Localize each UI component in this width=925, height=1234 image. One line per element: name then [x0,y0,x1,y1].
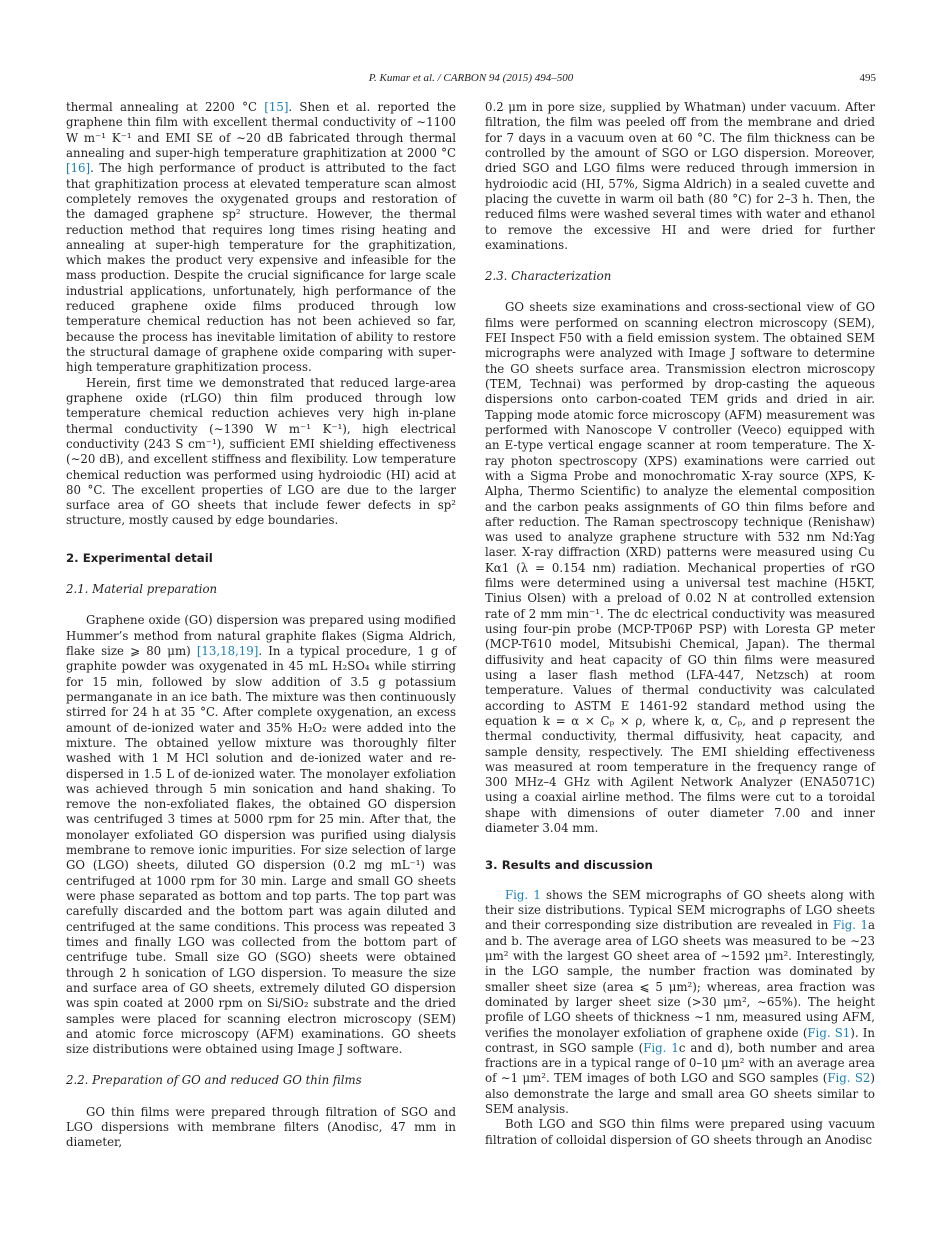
text-run: Graphene oxide (GO) dispersion was prepared using modified Hummer’s method from natural graphite flakes (Sigma Aldrich, flake size ⩾ 80 μm) [66,613,456,658]
paragraph [485,888,875,1118]
section-heading: 2. Experimental detail [66,550,213,565]
page-number: 495 [859,72,876,84]
figure-link[interactable]: Fig. S2 [827,1071,871,1086]
figure-link[interactable]: Fig. 1 [832,918,868,933]
paragraph: Both LGO and SGO thin films were prepared using vacuum filtration of colloidal dispersion of GO sheets through an Anodisc [485,1117,875,1147]
text-run: shows the SEM micrographs of GO sheets along with their size distributions. Typical SEM micrographs of LGO sheets and their corresponding size distribution are revealed in [485,887,875,933]
running-header [66,72,876,88]
citation-link[interactable]: [16] [66,161,91,176]
paragraph: 0.2 μm in pore size, supplied by Whatman) under vacuum. After filtration, the film was peeled off from the membrane and dried for 7 days in a vacuum oven at 60 °C. The film thickness can be controlled by the amount of SGO or LGO dispersion. Moreover, dried SGO and LGO films were reduced through immersion in hydroiodic acid (HI, 57%, Sigma Aldrich) in a sealed cuvette and placing the cuvette in warm oil bath (80 °C) for 2–3 h. Then, the reduced films were washed several times with water and ethanol to remove the excessive HI and were dried for further examinations. [485,100,875,252]
paragraph [66,100,456,376]
subsection-heading: 2.3. Characterization [485,269,612,284]
paragraph: Herein, first time we demonstrated that reduced large-area graphene oxide (rLGO) thin film produced through low temperature chemical reduction achieves very high in-plane thermal conductivity (∼1390 W m⁻¹ K⁻¹), high electrical conductivity (243 S cm⁻¹), sufficient EMI shielding effectiveness (∼20 dB), and excellent stiffness and flexibility. Low temperature chemical reduction was performed using hydroiodic (HI) acid at 80 °C. The excellent properties of LGO are due to the larger surface area of GO sheets that include fewer defects in sp² structure, mostly caused by edge boundaries. [66,375,456,528]
text-run: . Shen et al. reported the graphene thin film with excellent thermal conductivity of ∼1100 W m⁻¹ K⁻¹ and EMI SE of ∼20 dB fabricated through thermal annealing and super-high temperature graphitization at 2000 °C [66,100,456,160]
right-column [485,100,875,1148]
subsection-heading: 2.1. Material preparation [66,582,218,597]
citation-link[interactable]: [13,18,19] [196,644,259,658]
citation-link[interactable]: [15] [264,100,289,114]
figure-link[interactable]: Fig. 1 [505,887,541,902]
text-run: ). In contrast, in SGO sample ( [485,1025,875,1055]
left-column [66,100,456,1151]
subsection-heading: 2.2. Preparation of GO and reduced GO thin films [66,1073,362,1088]
figure-link[interactable]: Fig. 1 [643,1040,679,1055]
paragraph: GO thin films were prepared through filtration of SGO and LGO dispersions with membrane filters (Anodisc, 47 mm in diameter, [66,1104,456,1150]
journal-citation: P. Kumar et al. / CARBON 94 (2015) 494–500 [368,72,574,84]
text-run: . The high performance of product is attributed to the fact that graphitization process at elevated temperature scan almost completely removes the oxygenated groups and restoration of the damaged graphene sp² structure. However, the thermal reduction method that requires long times rising heating and annealing at super-high temperature for the graphitization, which makes the product very expensive and infeasible for the mass production. Despite the crucial significance for large scale industrial applications, unfortunately, high performance of the reduced graphene oxide films produced through low temperature chemical reduction has not been achieved so far, because the process has inevitable limitation of ability to restore the structural damage of graphene oxide comparing with super-high temperature graphitization process. [66,161,456,375]
text-run: c and d), both number and area fractions are in a typical range of 0–10 μm² with an average area of ∼1 μm². TEM images of both LGO and SGO samples ( [485,1040,875,1086]
text-run: thermal annealing at 2200 °C [66,100,265,114]
text-run: a and b. The average area of LGO sheets was measured to be ∼23 μm² with the largest GO sheet area of ∼1592 μm². Interestingly, in the LGO sample, the number fraction was dominated by smaller sheet size (area ⩽ 5 μm²); whereas, area fraction was dominated by larger sheet size (>30 μm², ∼65%). The height profile of LGO sheets of thickness ∼1 nm, measured using AFM, verifies the monolayer exfoliation of graphene oxide ( [485,918,875,1040]
figure-link[interactable]: Fig. S1 [807,1025,851,1040]
text-run: ) also demonstrate the large and small area GO sheets similar to SEM analysis. [485,1071,875,1117]
paragraph [66,613,456,1057]
section-heading: 3. Results and discussion [485,858,653,873]
text-run: . In a typical procedure, 1 g of graphite powder was oxygenated in 45 mL H₂SO₄ while stirring for 15 min, followed by slow addition of 3.5 g potassium permanganate in an ice bath. The mixture was then continuously stirred for 24 h at 35 °C. After complete oxygenation, an excess amount of de-ionized water and 35% H₂O₂ were added into the mixture. The obtained yellow mixture was thoroughly filter washed with 1 M HCl solution and de-ionized water and re-dispersed in 1.5 L of de-ionized water. The monolayer exfoliation was achieved through 5 min sonication and hand shaking. To remove the non-exfoliated flakes, the obtained GO dispersion was centrifuged 3 times at 5000 rpm for 25 min. After that, the monolayer exfoliated GO dispersion was purified using dialysis membrane to remove ionic impurities. For size selection of large GO (LGO) sheets, diluted GO dispersion (0.2 mg mL⁻¹) was centrifuged at 1000 rpm for 30 min. Large and small GO sheets were phase separated as bottom and top parts. The top part was carefully discarded and the bottom part was again diluted and centrifuged at the same conditions. This process was repeated 3 times and finally LGO was collected from the bottom part of centrifuge tube. Small size GO (SGO) sheets were obtained through 2 h sonication of LGO dispersion. To measure the size and surface area of GO sheets, extremely diluted GO dispersion was spin coated at 2000 rpm on Si/SiO₂ substrate and the dried samples were placed for scanning electron microscopy (SEM) and atomic force microscopy (AFM) examinations. GO sheets size distributions were obtained using Image J software. [66,644,456,1057]
paragraph: GO sheets size examinations and cross-sectional view of GO films were performed on scanning electron microscopy (SEM), FEI Inspect F50 with a field emission system. The obtained SEM micrographs were analyzed with Image J software to determine the GO sheets surface area. Transmission electron microscopy (TEM, Technai) was performed by drop-casting the aqueous dispersions onto carbon-coated TEM grids and dried in air. Tapping mode atomic force microscopy (AFM) measurement was performed with Nanoscope V controller (Veeco) equipped with an E-type vertical engage scanner at room temperature. The X-ray photon spectroscopy (XPS) examinations were carried out with a Sigma Probe and monochromatic X-ray source (XPS, K-Alpha, Thermo Scientific) to analyze the elemental composition and the carbon peaks assignments of GO thin films before and after reduction. The Raman spectroscopy technique (Renishaw) was used to analyze graphene structure with 532 nm Nd:Yag laser. X-ray diffraction (XRD) patterns were measured using Cu Kα1 (λ = 0.154 nm) radiation. Mechanical properties of rGO films were determined using a universal test machine (H5KT, Tinius Olsen) with a preload of 0.02 N at controlled extension rate of 2 mm min⁻¹. The dc electrical conductivity was measured using four-pin probe (MCP-TP06P PSP) with Loresta GP meter (MCP-T610 model, Mitsubishi Chemical, Japan). The thermal diffusivity and heat capacity of GO thin films were measured using a laser flash method (LFA-447, Netzsch) at room temperature. Values of thermal conductivity was calculated according to ASTM E 1461-92 standard method using the equation k = α × Cₚ × ρ, where k, α, Cₚ, and ρ represent the thermal conductivity, thermal diffusivity, heat capacity, and sample density, respectively. The EMI shielding effectiveness was measured at room temperature in the frequency range of 300 MHz–4 GHz with Agilent Network Analyzer (ENA5071C) using a coaxial airline method. The films were cut to a toroidal shape with dimensions of outer diameter 7.00 and inner diameter 3.04 mm. [485,300,875,836]
